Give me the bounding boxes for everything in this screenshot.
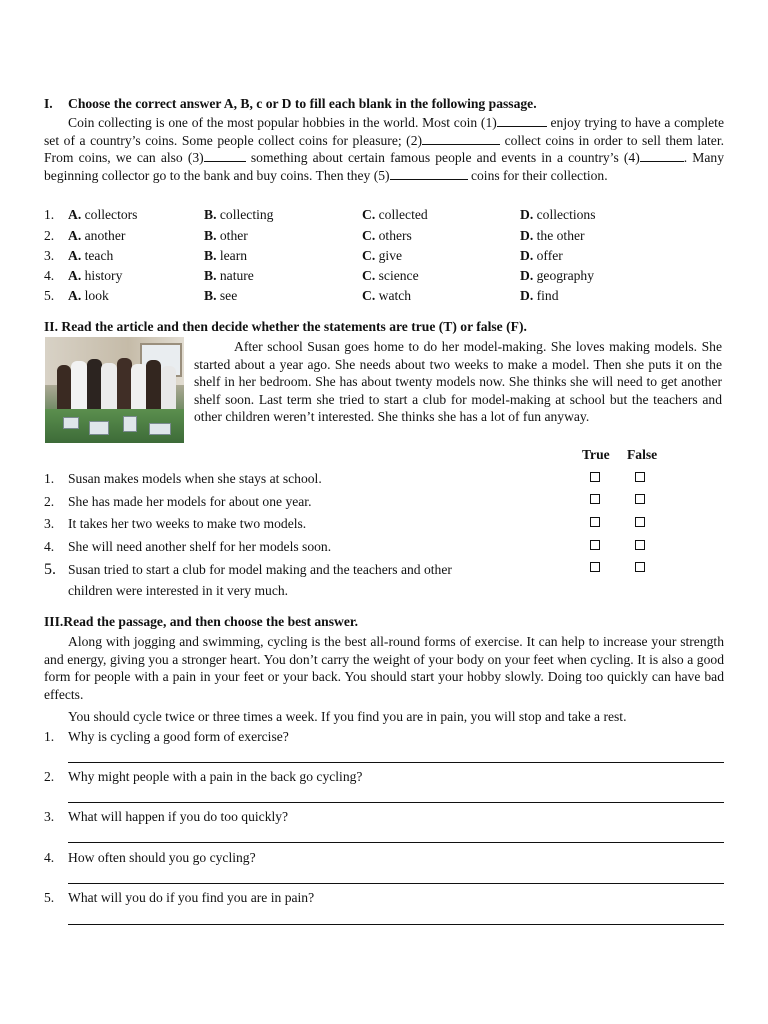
option-d[interactable]: D. collections [520, 207, 596, 222]
false-checkbox[interactable] [635, 562, 645, 572]
true-checkbox[interactable] [590, 494, 600, 504]
passage-text: . Many beginning collector go to the bank and buy coins. Then they (5) [44, 150, 724, 183]
true-checkbox[interactable] [590, 562, 600, 572]
true-checkbox[interactable] [590, 472, 600, 482]
option-a[interactable]: A. another [68, 228, 126, 243]
coin-passage [44, 114, 724, 184]
passage-text: You should cycle twice or three times a week. If you find you are in pain, you will stop and take a rest. [68, 709, 627, 724]
true-column-header: True [582, 447, 610, 462]
passage-text: coins for their collection. [467, 167, 608, 183]
option-d[interactable]: D. offer [520, 248, 563, 263]
false-column-header: False [627, 447, 658, 462]
option-b[interactable]: B. learn [204, 248, 248, 263]
blank-1 [497, 114, 547, 127]
answer-line[interactable] [68, 924, 724, 925]
section-3-title: III.Read the passage, and then choose the best answer. [44, 614, 359, 629]
option-a[interactable]: A. collectors [68, 207, 138, 222]
blank-3 [204, 149, 246, 162]
blank-5 [390, 167, 468, 180]
option-d[interactable]: D. find [520, 288, 559, 303]
passage-text: Coin collecting is one of the most popular hobbies in the world. Most coin (1) [68, 115, 497, 130]
passage-text: something about certain famous people and events in a country’s (4) [245, 150, 640, 165]
option-d[interactable]: D. geography [520, 268, 595, 283]
passage-text: collect coins in order to sell them later. From coins, we can also (3) [44, 132, 724, 165]
blank-4 [640, 149, 684, 162]
question-number: 3. [44, 248, 55, 263]
article-text: After school Susan goes home to do her model-making. She loves making models. She started about a year ago. She needs about two weeks to make a model. Then she puts it on the shelf in her bedroom. She has about twenty models now. She thinks she will need to get another shelf soon. Last term she tried to start a club for model-making at school but the teachers and other children weren’t interested. She thinks she has a lot of fun anyway. [194, 339, 722, 424]
answer-line[interactable] [68, 842, 724, 843]
answer-line[interactable] [68, 802, 724, 803]
option-c[interactable]: C. give [362, 248, 403, 263]
false-checkbox[interactable] [635, 540, 645, 550]
option-b[interactable]: B. other [204, 228, 248, 243]
blank-2 [422, 132, 500, 145]
question-number: 2. [44, 228, 55, 243]
option-a[interactable]: A. history [68, 268, 123, 283]
option-a[interactable]: A. teach [68, 248, 114, 263]
true-checkbox[interactable] [590, 540, 600, 550]
option-c[interactable]: C. science [362, 268, 419, 283]
option-b[interactable]: B. see [204, 288, 238, 303]
answer-line[interactable] [68, 883, 724, 884]
option-c[interactable]: C. others [362, 228, 412, 243]
question-number: 5. [44, 288, 55, 303]
option-c[interactable]: C. watch [362, 288, 412, 303]
worksheet-page: I. Choose the correct answer A, B, c or D to fill each blank in the following passage. Coin collecting is one of the most popular hobbies in the world. Most coin (1) enjoy trying to have a complete set of a country’s coins. Some people collect coins for pleasure; (2) collect coins in order to sell them later. From coins, we can also (3) something about certain famous people and events in a country’s (4) . Many beginning collector go to the bank and buy coins. Then they (5) coins for their collection. 1. A. collectors B. collecting C. collected D. collections 2. A. another B. other C. others D. the other 3. A. teach B. learn C. give D. offer 4. A. history B. nature C. science D. geography 5. A. look B. see C. watch D. find II. Read the article and then decide whether the statements are true (T) or false (F). After school Susan goes home to do her model-making. She loves making models. She started about a year ago. She needs about two weeks to make a model. Then she puts it on the shelf in her bedroom. She has about twenty models now. She thinks she will need to get another shelf soon. Last term she tried to start a club for model-making at school but the teachers and other children weren’t interested. She thinks she has a lot of fun anyway. True False 1. Susan makes models when she stays at school. 2. She has made her models for about one year. 3. It takes her two weeks to make two models. 4. She will need another shelf for her models soon. 5. Susan tried to start a club for model making and the teachers and other children were interested in it very much. III.Read the passage, and then choose the best answer. Along with jogging and swimming, cycling is the best all-round forms of exercise. It can help to increase your strength and energy, giving you a stronger heart. You don’t carry the weight of your body on your feet when cycling. It is also a good form for people with a pain in your feet or your back. You should start your hobby slowly. Doing too quickly can have bad effects. You should cycle twice or three times a week. If you find you are in pain, you will stop and take a rest. 1. Why is cycling a good form of exercise? 2. Why might people with a pain in the back go cycling? 3. What will happen if you do too quickly? 4. How often should you go cycling? 5. What will you do if you find you are in pain? [0, 0, 768, 1024]
option-b[interactable]: B. nature [204, 268, 254, 283]
option-b[interactable]: B. collecting [204, 207, 274, 222]
section-1-number: I. [44, 96, 53, 111]
susan-article [194, 338, 722, 426]
section-1-heading: Choose the correct answer A, B, c or D to fill each blank in the following passage. [68, 96, 537, 111]
passage-text: Along with jogging and swimming, cycling is the best all-round forms of exercise. It can help to increase your strength and energy, giving you a stronger heart. You don’t carry the weight of your body on your feet when cycling. It is also a good form for people with a pain in your feet or your back. You should start your hobby slowly. Doing too quickly can have bad effects. [44, 634, 724, 702]
passage-text: enjoy trying to have a complete set of a country’s coins. Some people collect coins for pleasure; (2) [44, 115, 724, 148]
false-checkbox[interactable] [635, 494, 645, 504]
option-d[interactable]: D. the other [520, 228, 585, 243]
question-number: 4. [44, 268, 55, 283]
cycling-passage [44, 633, 724, 703]
false-checkbox[interactable] [635, 517, 645, 527]
option-a[interactable]: A. look [68, 288, 109, 303]
option-c[interactable]: C. collected [362, 207, 428, 222]
section-1-title [44, 95, 537, 113]
students-photo [45, 337, 184, 443]
question-number: 1. [44, 207, 55, 222]
answer-line[interactable] [68, 762, 724, 763]
false-checkbox[interactable] [635, 472, 645, 482]
section-2-title: II. Read the article and then decide whether the statements are true (T) or false (F). [44, 319, 527, 334]
cycling-passage-2 [44, 708, 724, 726]
true-checkbox[interactable] [590, 517, 600, 527]
